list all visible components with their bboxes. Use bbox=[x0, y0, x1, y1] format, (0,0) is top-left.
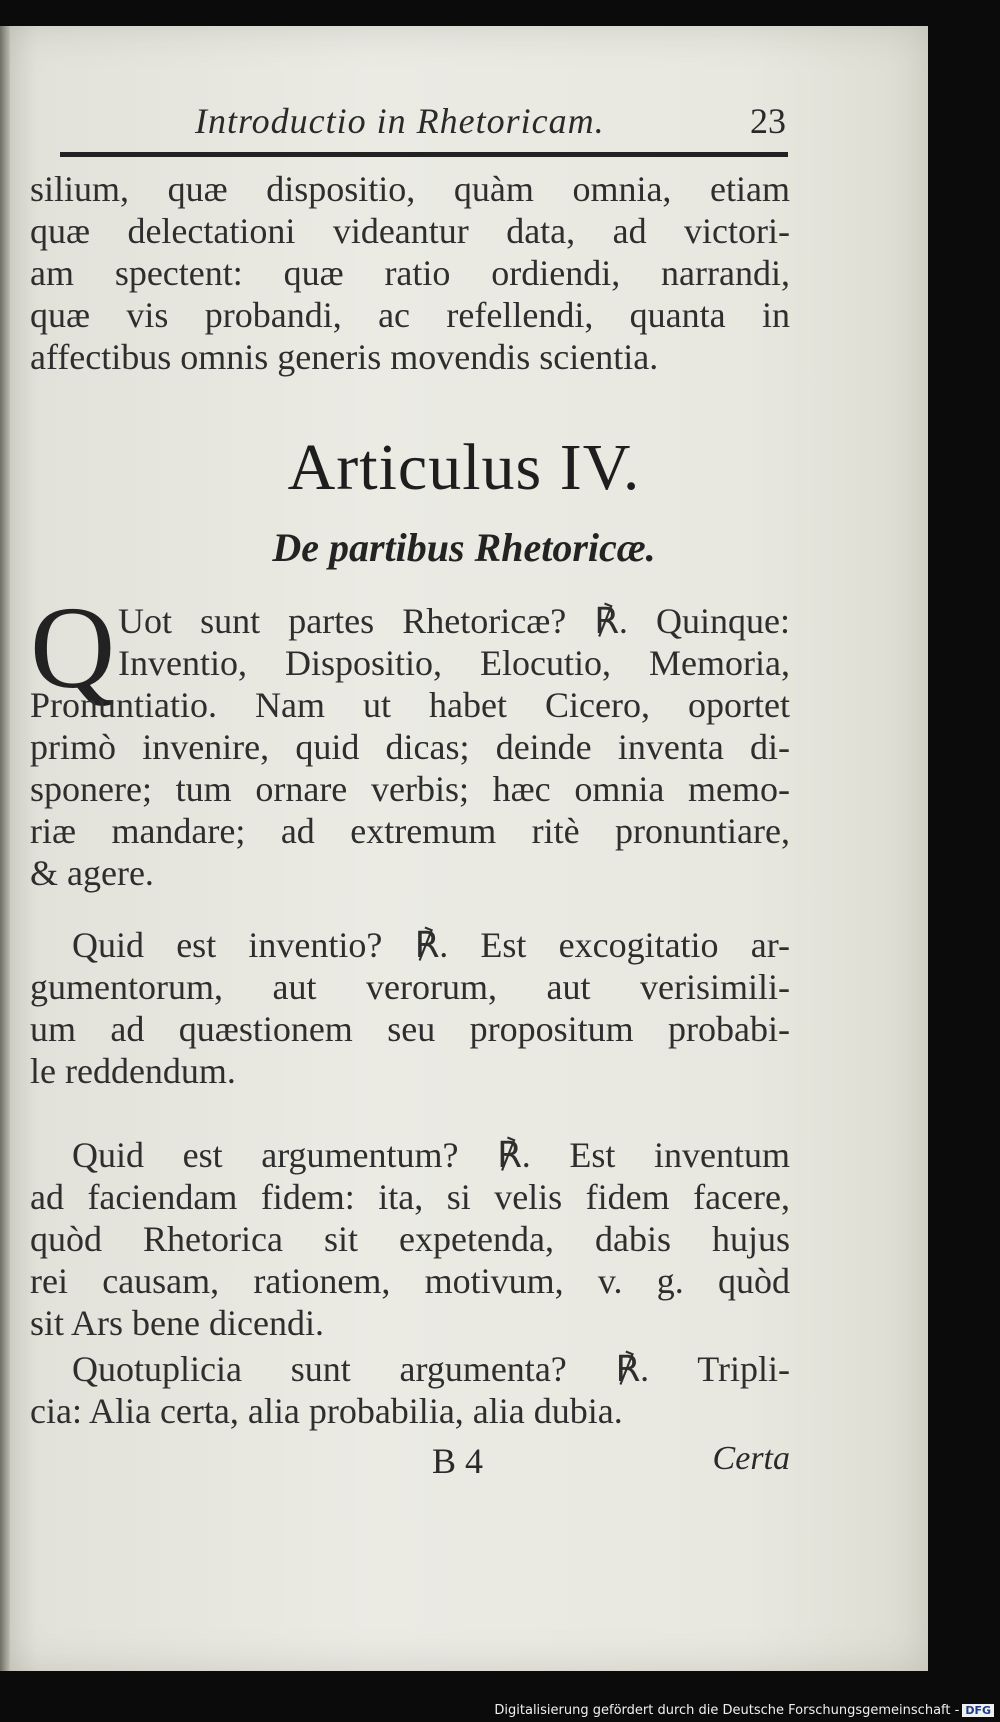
text-line: Quid est inventio? ℟. Est excogitatio ar- bbox=[72, 925, 790, 965]
paragraph-inventio bbox=[30, 924, 790, 1092]
text-line: cia: Alia certa, alia probabilia, alia dubia. bbox=[30, 1391, 623, 1431]
text-line: Quid est argumentum? ℟. Est inventum bbox=[72, 1135, 790, 1175]
text-line: affectibus omnis generis movendis scientia. bbox=[30, 337, 659, 377]
text-line: primò invenire, quid dicas; deinde inventa di- bbox=[30, 727, 790, 767]
text-line: sponere; tum ornare verbis; hæc omnia memo- bbox=[30, 769, 790, 809]
drop-cap: Q bbox=[30, 582, 116, 713]
intro-paragraph bbox=[30, 168, 790, 378]
credit-text: Digitalisierung gefördert durch die Deutsche Forschungsgemeinschaft - bbox=[494, 1703, 960, 1718]
text-line: riæ mandare; ad extremum ritè pronuntiare, bbox=[30, 811, 790, 851]
text-line: am spectent: quæ ratio ordiendi, narrandi, bbox=[30, 253, 790, 293]
text-line: Inventio, Dispositio, Elocutio, Memoria, bbox=[118, 643, 790, 683]
article-heading: Articulus IV. bbox=[287, 431, 641, 504]
catchword: Certa bbox=[712, 1440, 790, 1477]
text-line: sit Ars bene dicendi. bbox=[30, 1303, 324, 1343]
page-header bbox=[60, 96, 790, 146]
text-line: um ad quæstionem seu propositum probabi- bbox=[30, 1009, 790, 1049]
text-line: silium, quæ dispositio, quàm omnia, etiam bbox=[30, 169, 790, 209]
article-subheading: De partibus Rhetoricæ. bbox=[272, 525, 656, 570]
text-line: Quotuplicia sunt argumenta? ℟. Tripli- bbox=[72, 1349, 790, 1389]
page-edge bbox=[0, 26, 10, 1671]
signature-mark: B 4 bbox=[432, 1441, 484, 1481]
page-number: 23 bbox=[750, 101, 786, 141]
paragraph-parts bbox=[30, 582, 790, 894]
text-line: rei causam, rationem, motivum, v. g. quòd bbox=[30, 1261, 790, 1301]
paragraph-quotuplicia bbox=[30, 1348, 790, 1432]
dfg-logo-badge: DFG bbox=[962, 1704, 994, 1717]
text-line: quæ delectationi videantur data, ad victori- bbox=[30, 211, 790, 251]
text-line: & agere. bbox=[30, 853, 154, 893]
text-line: le reddendum. bbox=[30, 1051, 236, 1091]
text-line: Uot sunt partes Rhetoricæ? ℟. Quinque: bbox=[118, 601, 790, 641]
digitization-credit bbox=[494, 1703, 994, 1718]
text-line: ad faciendam fidem: ita, si velis fidem facere, bbox=[30, 1177, 790, 1217]
text-line: Pronuntiatio. Nam ut habet Cicero, oportet bbox=[30, 685, 790, 725]
text-line: gumentorum, aut verorum, aut verisimili- bbox=[30, 967, 790, 1007]
running-title: Introductio in Rhetoricam. bbox=[195, 101, 605, 141]
header-rule bbox=[60, 152, 788, 157]
text-line: quæ vis probandi, ac refellendi, quanta in bbox=[30, 295, 790, 335]
page-footer bbox=[60, 1440, 790, 1484]
text-line: quòd Rhetorica sit expetenda, dabis hujus bbox=[30, 1219, 790, 1259]
paragraph-argumentum bbox=[30, 1134, 790, 1344]
